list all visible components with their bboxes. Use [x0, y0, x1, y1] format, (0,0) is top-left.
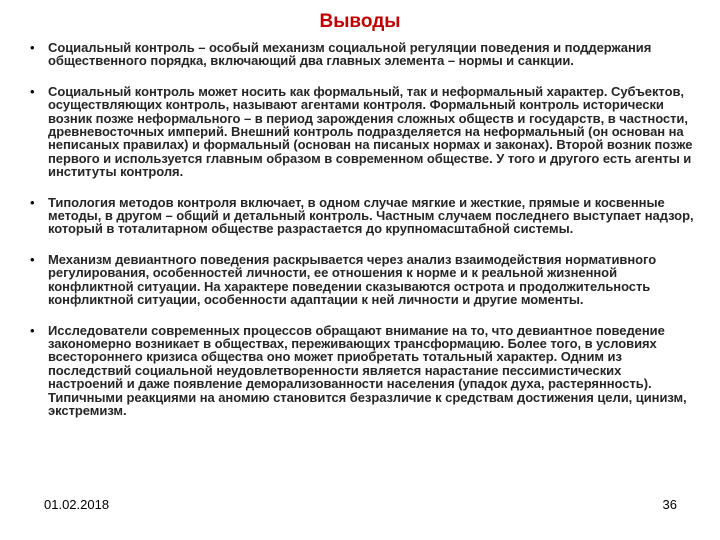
- slide-title: Выводы: [319, 11, 401, 32]
- list-item: [30, 253, 695, 307]
- bullet-text: Исследователи современных процессов обращают внимание на то, что девиантное поведение закономерно возникает в обществах, переживающих трансформацию. Более того, в условиях всестороннего кризиса общества оно может приобретать тотальный характер. Одним из последствий социальной неудовлетворенности является нарастание пессимистических настроений и даже появление деморализованности населения (упадок духа, растерянность). Типичными реакциями на аномию становится безразличие к средствам достижения цели, цинизм, экстремизм.: [48, 322, 687, 418]
- bullet-text: Социальный контроль – особый механизм социальной регуляции поведения и поддержания общественного порядка, включающий два главных элемента – нормы и санкции.: [48, 40, 652, 69]
- list-item: [30, 85, 695, 179]
- bullet-icon: •: [30, 40, 35, 55]
- bullet-list: [30, 41, 695, 434]
- bullet-icon: •: [30, 194, 35, 210]
- list-item: [30, 41, 695, 68]
- bullet-text: Социальный контроль может носить как формальный, так и неформальный характер. Субъектов, осуществляющих контроль, называют агентами контроля. Формальный контроль исторически возник позже неформального – в период зарождения сложных обществ и государств, в частности, древневосточных империй. Внешний контроль подразделяется на неформальный (он основан на неписаных правилах) и формальный (основан на писаных нормах и законах). Второй возник позже первого и используется главным образом в современном обществе. У того и другого есть агенты и институты контроля.: [48, 83, 693, 180]
- page-number: 36: [662, 497, 677, 512]
- footer-date: 01.02.2018: [44, 497, 110, 512]
- bullet-icon: •: [30, 83, 35, 99]
- bullet-text: Типология методов контроля включает, в одном случае мягкие и жесткие, прямые и косвенные методы, в другом – общий и детальный контроль. Частным случаем последнего выступает надзор, который в тоталитарном обществе разрастается до крупномасштабной системы.: [48, 194, 694, 237]
- list-item: [30, 196, 695, 236]
- list-item: [30, 324, 695, 418]
- bullet-icon: •: [30, 251, 35, 267]
- bullet-text: Механизм девиантного поведения раскрывается через анализ взаимодействия нормативного регулирования, особенностей личности, ее отношения к норме и к реальной жизненной конфликтной ситуации. На характере поведении сказываются острота и продолжительность конфликтной ситуации, особенности адаптации к ней личности и другие моменты.: [48, 251, 657, 308]
- bullet-icon: •: [30, 322, 35, 338]
